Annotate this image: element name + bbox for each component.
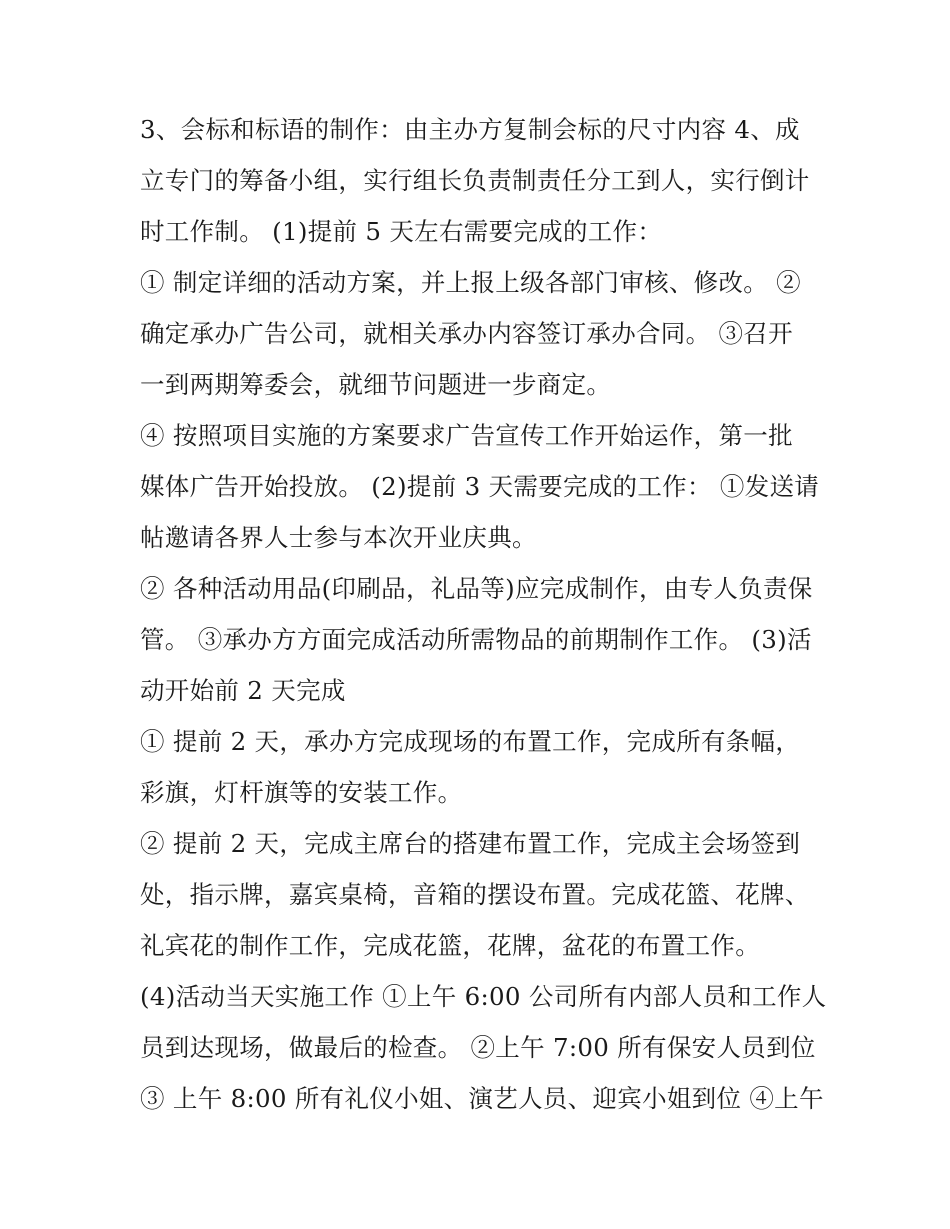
text-line: 立专门的筹备小组，实行组长负责制责任分工到人，实行倒计 (140, 166, 810, 195)
text-line: ② 各种活动用品(印刷品，礼品等)应完成制作，由专人负责保 (140, 574, 813, 603)
text-line: ② 提前 2 天，完成主席台的搭建布置工作，完成主会场签到 (140, 829, 801, 858)
text-line: 礼宾花的制作工作，完成花篮，花牌，盆花的布置工作。 (140, 931, 760, 960)
document-body (140, 104, 827, 1124)
text-line: 管。 ③承办方方面完成活动所需物品的前期制作工作。 (3)活 (140, 625, 812, 654)
text-line: ④ 按照项目实施的方案要求广告宣传工作开始运作，第一批 (140, 421, 793, 450)
text-line: 处，指示牌，嘉宾桌椅，音箱的摆设布置。完成花篮、花牌、 (140, 880, 810, 909)
text-line: 动开始前 2 天完成 (140, 676, 346, 705)
text-line: 媒体广告开始投放。 (2)提前 3 天需要完成的工作： ①发送请 (140, 472, 820, 501)
text-line: (4)活动当天实施工作 ①上午 6:00 公司所有内部人员和工作人 (140, 982, 827, 1011)
text-line: ③ 上午 8:00 所有礼仪小姐、演艺人员、迎宾小姐到位 ④上午 (140, 1084, 824, 1113)
text-line: ① 制定详细的活动方案，并上报上级各部门审核、修改。 ② (140, 268, 801, 297)
text-line: 员到达现场，做最后的检查。 ②上午 7:00 所有保安人员到位 (140, 1033, 816, 1062)
text-line: ① 提前 2 天，承办方完成现场的布置工作，完成所有条幅， (140, 727, 801, 756)
text-line: 确定承办广告公司，就相关承办内容签订承办合同。 ③召开 (140, 319, 793, 348)
text-line: 彩旗，灯杆旗等的安装工作。 (140, 778, 463, 807)
text-line: 帖邀请各界人士参与本次开业庆典。 (140, 523, 537, 552)
text-line: 时工作制。 (1)提前 5 天左右需要完成的工作： (140, 217, 663, 246)
text-line: 一到两期筹委会，就细节问题进一步商定。 (140, 370, 612, 399)
text-line: 3、会标和标语的制作：由主办方复制会标的尺寸内容 4、成 (140, 115, 800, 144)
